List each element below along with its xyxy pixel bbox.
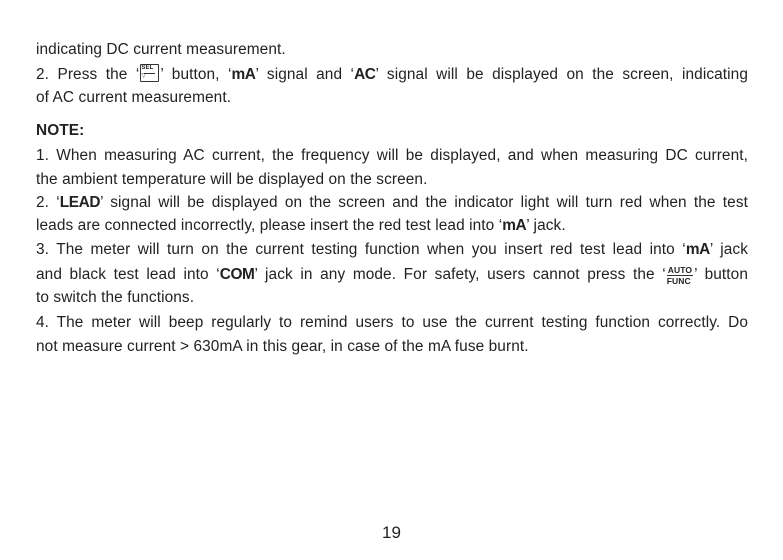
text-fragment: ’ jack in any mode. For safety, users cannot press the ‘ [254,266,666,283]
ma-term: mA [685,241,710,258]
page-number: 19 [382,523,401,542]
text-line [36,193,748,213]
text-line [36,216,748,236]
ma-term: mA [231,66,256,83]
auto-func-button-icon [667,266,693,286]
text-fragment: and black test lead into ‘ [36,266,220,283]
text-fragment: ’ jack [709,241,748,258]
auto-label: AUTO [667,265,693,275]
text-fragment: ’ signal will be displayed on the screen, indicating [375,66,749,83]
sel-button-label: SEL [141,65,154,71]
text-fragment: ’ signal and ‘ [255,66,355,83]
text-fragment: ’ signal will be displayed on the screen and the indicator light will turn red when the test [100,194,748,211]
com-term: COM [219,266,255,283]
text-line: not measure current > 630mA in this gear, in case of the mA fuse burnt. [36,338,529,355]
text-line: the ambient temperature will be displayed on the screen. [36,171,428,188]
func-label: FUNC [666,276,691,286]
text-fragment: 2. ‘ [36,194,60,211]
text-line: indicating DC current measurement. [36,41,286,58]
ac-term: AC [354,66,376,83]
ma-term: mA [502,217,527,234]
text-fragment: ’ button [694,266,748,283]
text-fragment: leads are connected incorrectly, please insert the red test lead into ‘ [36,217,503,234]
text-fragment: 2. Press the ‘ [36,66,140,83]
text-line [36,240,748,260]
text-line: 1. When measuring AC current, the frequency will be displayed, and when measuring DC current, [36,147,748,164]
sel-button-icon [140,64,159,82]
text-fragment: ’ button, ‘ [160,66,232,83]
note-heading [36,121,748,141]
text-fragment: ’ jack. [526,217,566,234]
text-line [36,64,748,85]
text-line: of AC current measurement. [36,89,232,106]
text-line: 4. The meter will beep regularly to remind users to use the current testing function correctly. Do [36,314,748,331]
text-line [36,265,748,286]
note-title: NOTE: [36,122,85,139]
lead-term: LEAD [59,194,101,211]
text-line: to switch the functions. [36,289,195,306]
down-triangle-icon: ▽ [141,73,147,79]
text-fragment: 3. The meter will turn on the current testing function when you insert red test lead into ‘ [36,241,686,258]
